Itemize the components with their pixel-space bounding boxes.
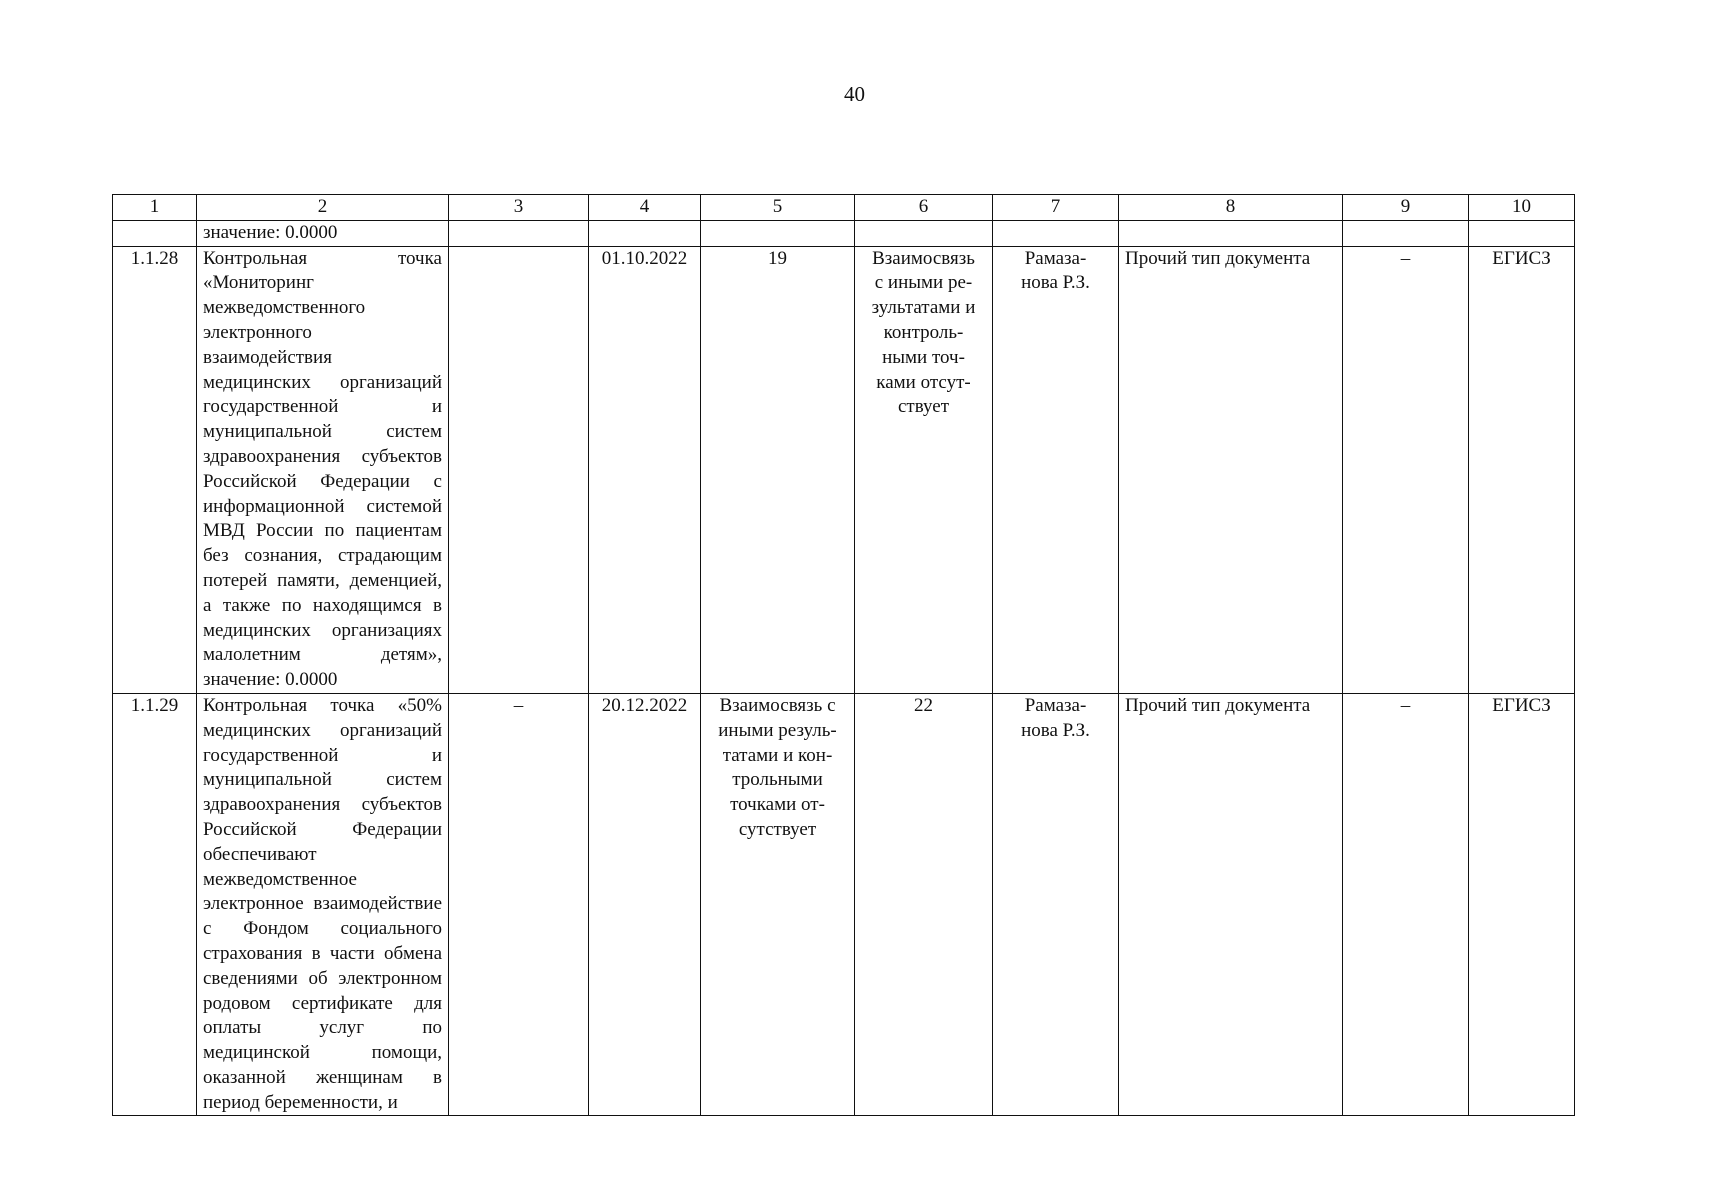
cell-col6: Взаимосвязь с иными ре- зультатами и контроль- ными точ- ками отсут- ствует — [855, 246, 993, 693]
information-system: ЕГИСЗ — [1469, 693, 1575, 1116]
cell-col6: 22 — [855, 693, 993, 1116]
header-cell: 4 — [589, 195, 701, 221]
cell-col3 — [449, 246, 589, 693]
header-cell: 9 — [1343, 195, 1469, 221]
header-cell: 1 — [113, 195, 197, 221]
document-type: Прочий тип документа — [1119, 246, 1343, 693]
continuation-text: значение: 0.0000 — [197, 220, 449, 246]
cell-col5: Взаимосвязь с иными резуль- татами и кон- трольными точками от- сутствует — [701, 693, 855, 1116]
header-cell: 6 — [855, 195, 993, 221]
checkpoint-name: Контрольная точка «Мониторинг межведомственного электронного взаимодействия медицинских организаций государственной и муниципальной систем здравоохранения субъектов Российской Федерации с информационной системой МВД России по пациентам без сознания, страдающим потерей памяти, деменцией, а также по находящимся в медицинских организациях малолетним детям», значение: 0.0000 — [197, 246, 449, 693]
row-number: 1.1.29 — [113, 693, 197, 1116]
date: 01.10.2022 — [589, 246, 701, 693]
continuation-row — [113, 220, 1575, 246]
information-system: ЕГИСЗ — [1469, 246, 1575, 693]
cell-col3: – — [449, 693, 589, 1116]
header-cell: 5 — [701, 195, 855, 221]
table-row — [113, 246, 1575, 693]
responsible: Рамаза- нова Р.З. — [993, 693, 1119, 1116]
cell-col9: – — [1343, 693, 1469, 1116]
page-number: 40 — [844, 82, 865, 106]
plan-table — [112, 194, 1575, 1116]
header-cell: 2 — [197, 195, 449, 221]
cell-col5: 19 — [701, 246, 855, 693]
responsible: Рамаза- нова Р.З. — [993, 246, 1119, 693]
header-cell: 3 — [449, 195, 589, 221]
table-row — [113, 693, 1575, 1116]
document-type: Прочий тип документа — [1119, 693, 1343, 1116]
row-number: 1.1.28 — [113, 246, 197, 693]
date: 20.12.2022 — [589, 693, 701, 1116]
header-cell: 10 — [1469, 195, 1575, 221]
checkpoint-name: Контрольная точка «50% медицинских организаций государственной и муниципальной систем здравоохранения субъектов Российской Федерации обеспечивают межведомственное электронное взаимодействие с Фондом социального страхования в части обмена сведениями об электронном родовом сертификате для оплаты услуг по медицинской помощи, оказанной женщинам в период беременности, и — [197, 693, 449, 1116]
header-cell: 7 — [993, 195, 1119, 221]
header-cell: 8 — [1119, 195, 1343, 221]
header-row — [113, 195, 1575, 221]
cell-col9: – — [1343, 246, 1469, 693]
